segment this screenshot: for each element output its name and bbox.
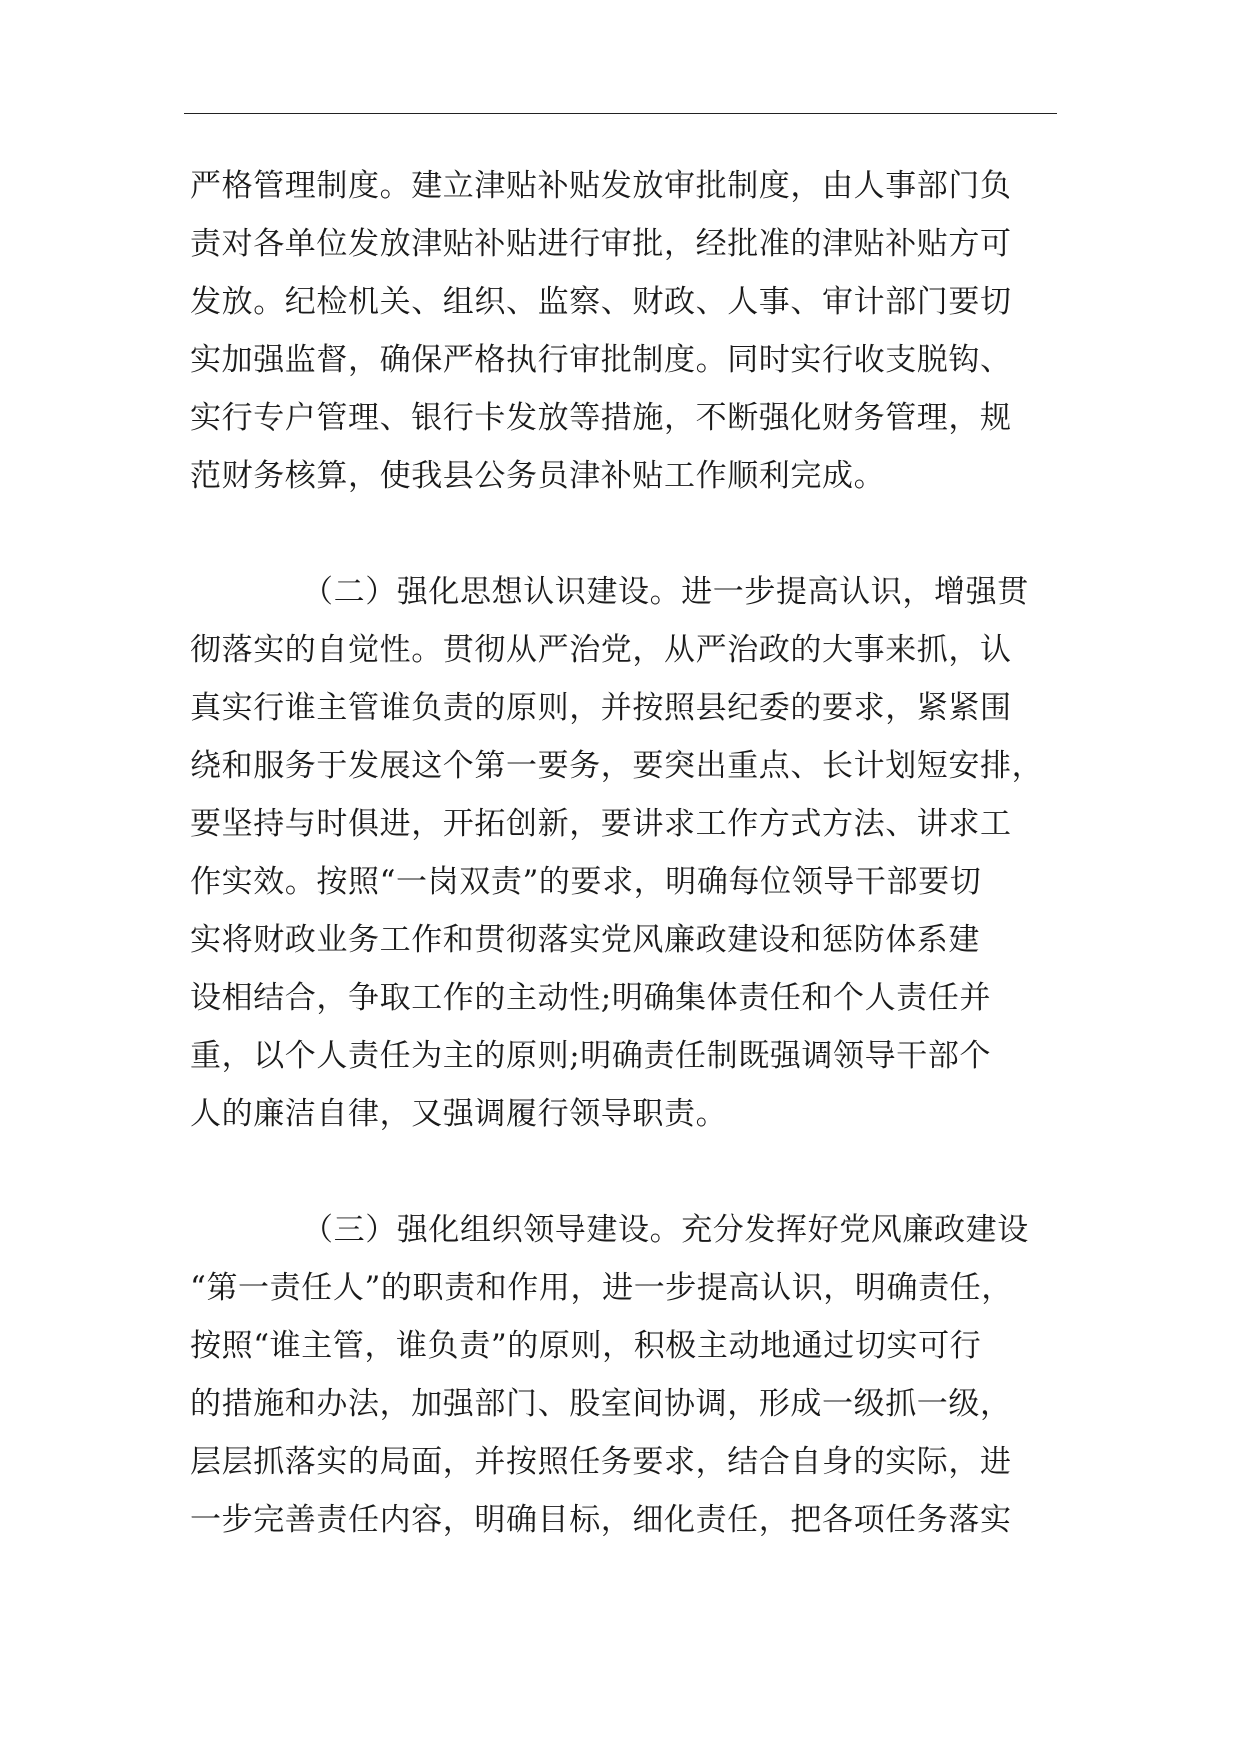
text-line: 层层抓落实的局面，并按照任务要求，结合自身的实际，进	[190, 1444, 1012, 1480]
text-line: 要坚持与时俱进，开拓创新，要讲求工作方式方法、讲求工	[190, 806, 1012, 842]
text-line: 实行专户管理、银行卡发放等措施，不断强化财务管理，规	[190, 400, 1012, 436]
text-line: 实将财政业务工作和贯彻落实党风廉政建设和惩防体系建	[190, 922, 980, 958]
text-line: 作实效。按照“一岗双责”的要求，明确每位领导干部要切	[190, 864, 982, 900]
text-line: “第一责任人”的职责和作用，进一步提高认识，明确责任，	[190, 1270, 1013, 1306]
text-line: 一步完善责任内容，明确目标，细化责任，把各项任务落实	[190, 1502, 1012, 1538]
text-line: 范财务核算，使我县公务员津补贴工作顺利完成。	[190, 458, 886, 494]
text-line: 重，以个人责任为主的原则;明确责任制既强调领导干部个	[190, 1038, 992, 1074]
text-line: 发放。纪检机关、组织、监察、财政、人事、审计部门要切	[190, 284, 1012, 320]
text-line: （三）强化组织领导建设。充分发挥好党风廉政建设	[302, 1212, 1029, 1248]
text-line: 的措施和办法，加强部门、股室间协调，形成一级抓一级，	[190, 1386, 1012, 1422]
text-line: 严格管理制度。建立津贴补贴发放审批制度，由人事部门负	[190, 168, 1012, 204]
paragraph-financial-management	[190, 157, 1050, 505]
text-line: 责对各单位发放津贴补贴进行审批，经批准的津贴补贴方可	[190, 226, 1012, 262]
text-line: （二）强化思想认识建设。进一步提高认识，增强贯	[302, 574, 1029, 610]
text-line: 彻落实的自觉性。贯彻从严治党，从严治政的大事来抓，认	[190, 632, 1012, 668]
text-line: 按照“谁主管，谁负责”的原则，积极主动地通过切实可行	[190, 1328, 982, 1364]
text-line: 设相结合，争取工作的主动性;明确集体责任和个人责任并	[190, 980, 992, 1016]
paragraph-organizational-leadership	[190, 1201, 1050, 1549]
header-rule	[184, 113, 1057, 114]
paragraph-ideological-awareness	[190, 563, 1050, 1143]
text-line: 人的廉洁自律，又强调履行领导职责。	[190, 1096, 728, 1132]
text-line: 真实行谁主管谁负责的原则，并按照县纪委的要求，紧紧围	[190, 690, 1012, 726]
text-line: 绕和服务于发展这个第一要务，要突出重点、长计划短安排，	[190, 748, 1044, 784]
text-line: 实加强监督，确保严格执行审批制度。同时实行收支脱钩、	[190, 342, 1012, 378]
